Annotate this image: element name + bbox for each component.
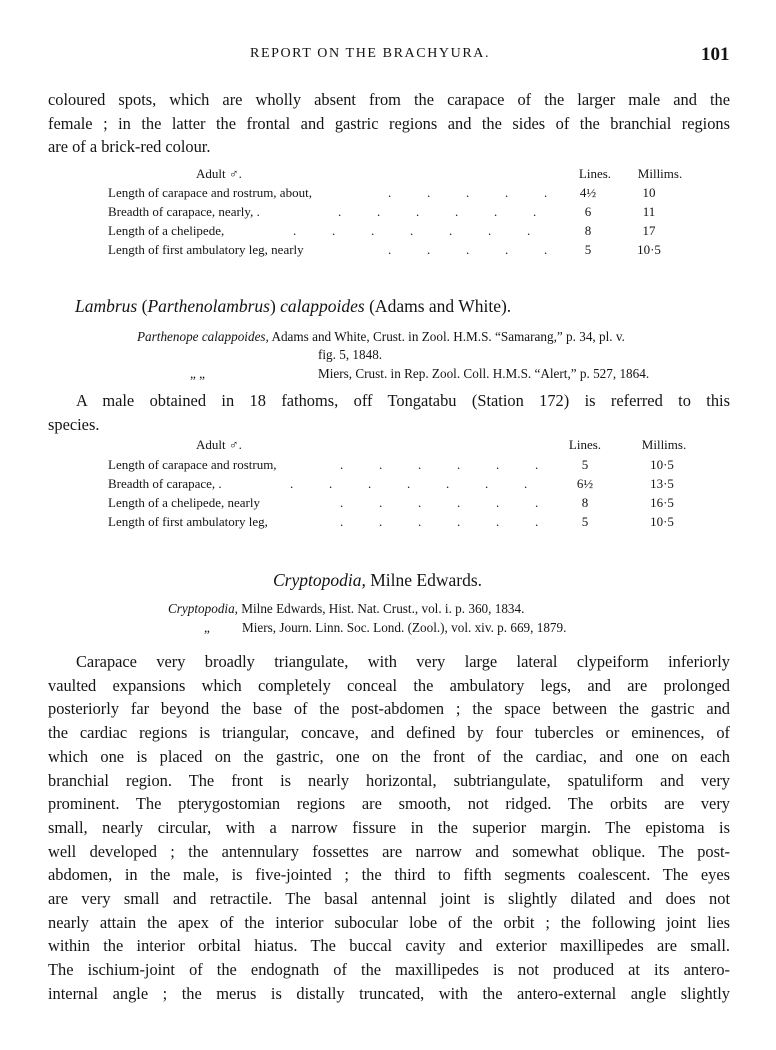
text-line: nearly attain the apex of the interior subocular lobe of the orbit ; the following joint lies [48,912,730,932]
species-name: calappoides [280,296,365,316]
text-line: small, nearly circular, with a narrow fissure in the superior margin. The epistoma is [48,817,730,837]
text-line: the cardiac regions is triangular, concave, and defined by four tubercles or eminences, of [48,723,730,743]
species-authority: (Adams and White). [369,296,512,316]
text-line: posteriorly far beyond the base of the post-abdomen ; the space between the gastric and [48,699,730,719]
text-line: are very small and retractile. The basal antennal joint is slightly dilated and does not [48,889,730,909]
row-label: Breadth of carapace, nearly, . [108,204,260,219]
row-label: Length of carapace and rostrum, about, [108,185,312,200]
synonym-citation: Adams and White, Crust. in Zool. H.M.S. “Samarang,” p. 34, pl. v. [271,329,625,344]
synonymy-entry-continued [318,347,382,363]
table-row [108,242,728,260]
value-millims: 16·5 [650,495,674,510]
table-row [108,514,728,532]
value-lines: 8 [581,495,589,510]
table-row [108,495,728,513]
value-millims: 17 [642,223,656,238]
specimen-note [48,389,730,436]
intro-paragraph [48,88,730,159]
column-header-lines: Lines. [578,166,612,181]
running-head [0,44,776,72]
page-number: 101 [701,44,730,65]
text-line: Carapace very broadly triangulate, with very large lateral clypeiform inferiorly [76,652,730,671]
leader-dots: . . . . . . . [293,223,531,238]
ditto-marks: „ „ [190,366,206,381]
row-label: Length of first ambulatory leg, nearly [108,242,304,257]
genus-heading-name: Cryptopodia, [273,570,366,590]
value-lines: 5 [584,242,592,257]
measurement-table-1 [108,166,728,266]
leader-dots: . . . . . . [340,514,539,529]
row-label: Breadth of carapace, . [108,476,222,491]
row-label: Length of carapace and rostrum, [108,457,277,472]
table-row [108,223,728,241]
leader-dots: . . . . . . [338,204,537,219]
value-lines: 6 [584,204,592,219]
value-lines: 8 [584,223,592,238]
synonym-citation: Milne Edwards, Hist. Nat. Crust., vol. i. p. 360, 1834. [241,601,525,616]
column-header-millims: Millims. [637,166,683,181]
text-line: branchial region. The front is nearly horizontal, subtriangulate, spatuliform and very [48,770,730,790]
value-millims: 10 [642,185,656,200]
text-line: A male obtained in 18 fathoms, off Tongatabu (Station 172) is referred to this [76,391,730,410]
synonym-name: Cryptopodia, [168,601,238,616]
genus-heading-authority: Milne Edwards. [370,570,483,590]
value-lines: 5 [581,514,589,529]
row-label: Length of first ambulatory leg, [108,514,268,529]
text-line: species. [48,414,100,434]
adult-male-label: Adult ♂. [196,166,242,181]
synonymy-entry [204,620,566,636]
value-millims: 13·5 [650,476,674,491]
synonymy-entry [190,366,649,382]
leader-dots: . . . . . . . [290,476,528,491]
synonym-citation: fig. 5, 1848. [318,347,383,362]
leader-dots: . . . . . [388,242,548,257]
leader-dots: . . . . . . [340,495,539,510]
value-lines: 5 [581,457,589,472]
text-line: female ; in the latter the frontal and gastric regions and the sides of the branchial regions [48,113,730,133]
subgenus-name: Parthenolambrus [147,296,270,316]
column-header-lines: Lines. [568,437,602,452]
species-heading: Lambrus (Parthenolambrus) calappoides (Adams and White). [75,296,512,316]
table-row [108,185,728,203]
table-row [108,457,728,475]
text-line: abdomen, in the male, is five-jointed ; the third to fifth segments coalescent. The eyes [48,865,730,885]
text-line: which one is placed on the gastric, one on the front of the cardiac, and one on each [48,746,730,766]
genus-description [48,650,730,1006]
genus-heading [273,570,482,591]
synonymy-entry [137,329,625,345]
text-line: well developed ; the antennulary fossettes are narrow and somewhat oblique. The post- [48,841,730,861]
text-line: are of a brick-red colour. [48,137,211,157]
ditto-marks: „ [204,620,210,635]
value-lines: 6½ [576,476,594,491]
synonym-citation: Miers, Journ. Linn. Soc. Lond. (Zool.), vol. xiv. p. 669, 1879. [242,620,567,635]
table-row [108,204,728,222]
value-millims: 10·5 [650,514,674,529]
table-row [108,476,728,494]
text-line: The ischium-joint of the endognath of the maxillipedes is not produced at its antero- [48,960,730,980]
leader-dots: . . . . . . [340,457,539,472]
row-label: Length of a chelipede, nearly [108,495,260,510]
adult-male-label: Adult ♂. [196,437,242,452]
leader-dots: . . . . . [388,185,548,200]
value-millims: 11 [642,204,656,219]
text-line: within the interior orbital hiatus. The buccal cavity and exterior maxillipedes are small. [48,936,730,956]
genus-name: Lambrus [75,296,138,316]
value-millims: 10·5 [637,242,661,257]
value-millims: 10·5 [650,457,674,472]
row-label: Length of a chelipede, [108,223,225,238]
text-line: vaulted expansions which completely conceal the ambulatory legs, and are prolonged [48,675,730,695]
synonymy-entry [168,601,524,617]
column-header-millims: Millims. [641,437,687,452]
text-line: internal angle ; the merus is distally truncated, with the antero-external angle slightly [48,983,730,1003]
synonym-name: Parthenope calappoides, [137,329,269,344]
text-line: prominent. The pterygostomian regions are smooth, not ridged. The orbits are very [48,794,730,814]
synonym-citation: Miers, Crust. in Rep. Zool. Coll. H.M.S. “Alert,” p. 527, 1864. [318,366,650,381]
text-line: coloured spots, which are wholly absent from the carapace of the larger male and the [48,90,730,109]
value-lines: 4½ [579,185,597,200]
measurement-table-2 [108,437,728,537]
running-title: REPORT ON THE BRACHYURA. [250,46,491,61]
